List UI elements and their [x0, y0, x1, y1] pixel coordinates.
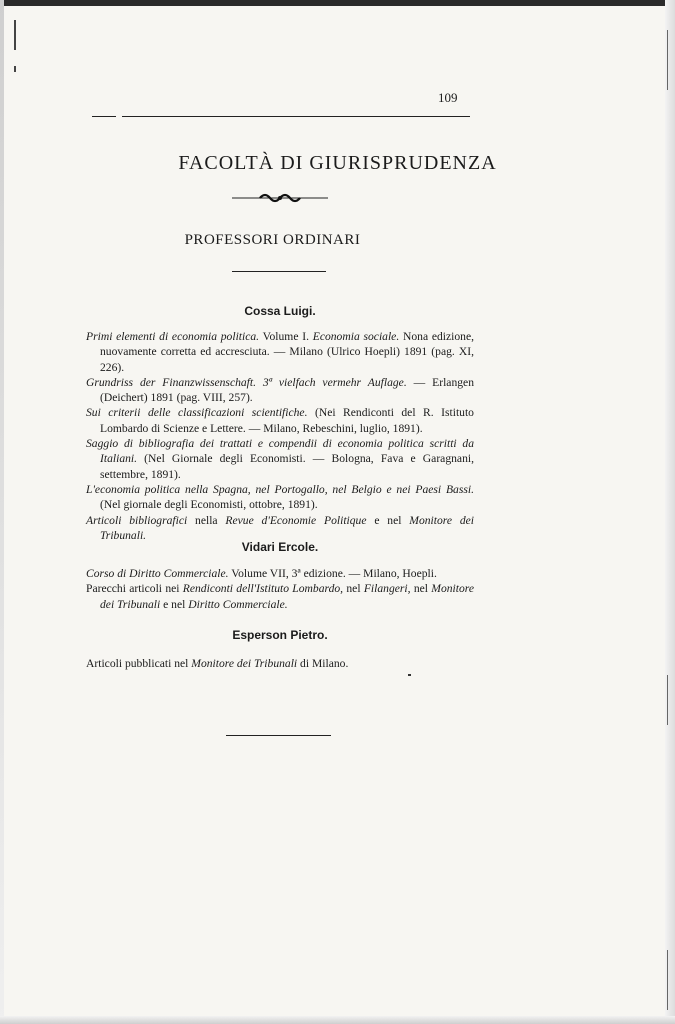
- entry-title-text: Grundriss der Finanzwissenschaft. 3ª vielfach vermehr Auflage.: [86, 375, 407, 389]
- professor-name: Vidari Ercole.: [241, 540, 319, 554]
- scan-mark: [14, 66, 16, 72]
- entry-text: — Erlangen (Deichert) 1891 (pag. VIII, 257).: [100, 375, 474, 405]
- entry-title-text: Corso di Diritto Commerciale.: [86, 567, 229, 580]
- professor-entries: [86, 329, 474, 543]
- entry-text: nel: [343, 582, 364, 596]
- entry-title-text: Sui criterii delle classificazioni scientifiche.: [86, 406, 308, 420]
- bibliography-entry: [86, 436, 474, 482]
- scan-mark: [14, 20, 16, 50]
- entry-title-text: Articoli bibliografici: [86, 513, 188, 527]
- professor-entries: [86, 566, 474, 612]
- ornament-divider: [232, 192, 328, 204]
- entry-text: nel: [410, 582, 432, 596]
- entry-text: Nona edizione, nuovamente corretta ed accresciuta. — Milano (Ulrico Hoepli) 1891 (pag. XI, 226).: [100, 330, 475, 374]
- end-rule: [226, 735, 331, 736]
- header-rule: [122, 116, 302, 117]
- bibliography-entry: [86, 566, 474, 581]
- scan-edge-top: [0, 0, 675, 6]
- entry-title-text: Revue d'Economie Politique: [225, 513, 367, 527]
- bibliography-entry: [86, 656, 474, 671]
- header-rule: [300, 116, 470, 117]
- entry-title-text: Monitore dei Tribunali: [100, 582, 475, 611]
- professor-entries: [86, 656, 474, 671]
- bibliography-entry: [86, 329, 474, 375]
- scan-mark: [667, 30, 668, 90]
- entry-title-text: Monitore dei Tribunali.: [100, 513, 475, 542]
- entry-title-text: Saggio di bibliografia dei trattati e compendii di economia politica scritti da Italiani.: [86, 437, 474, 466]
- entry-text: Parecchi articoli nei: [86, 582, 183, 596]
- entry-title-text: Filangeri,: [363, 582, 411, 596]
- entry-title-text: Primi elementi di economia politica.: [86, 330, 260, 343]
- entry-text: di Milano.: [297, 657, 349, 670]
- scan-mark: [667, 950, 668, 1010]
- section-rule: [232, 271, 326, 272]
- entry-text: nella: [187, 513, 226, 527]
- scan-mark: [667, 675, 668, 725]
- bibliography-entry: [86, 375, 474, 406]
- page-number: 109: [438, 90, 458, 105]
- header-rule: [92, 116, 116, 117]
- entry-text: Volume I.: [259, 330, 313, 343]
- entry-text: (Nei Rendiconti del R. Istituto Lombardo di Scienze e Lettere. — Milano, Rebeschini, luglio, 1891).: [100, 406, 474, 435]
- scan-edge-bottom: [0, 1016, 675, 1024]
- entry-title-text: Rendiconti dell'Istituto Lombardo,: [182, 582, 344, 596]
- bibliography-entry: [86, 405, 474, 436]
- entry-title-text: L'economia politica nella Spagna, nel Portogallo, nel Belgio e nei Paesi Bassi.: [86, 482, 474, 496]
- entry-text: Articoli pubblicati nel: [86, 657, 192, 670]
- bibliography-entry: [86, 513, 474, 544]
- entry-text: e nel: [160, 597, 189, 611]
- professor-name: Esperson Pietro.: [232, 628, 328, 642]
- entry-title-text: Economia sociale.: [312, 330, 400, 343]
- section-heading: PROFESSORI ORDINARI: [184, 232, 361, 248]
- bibliography-entry: [86, 581, 474, 612]
- entry-title-text: Monitore dei Tribunali: [191, 657, 298, 670]
- entry-text: Volume VII, 3ª edizione. — Milano, Hoepli.: [228, 567, 437, 580]
- entry-title-text: Diritto Commerciale.: [188, 597, 288, 611]
- ink-speck: [408, 674, 411, 676]
- professor-name: Cossa Luigi.: [244, 304, 316, 318]
- entry-text: e nel: [366, 513, 410, 527]
- page-title: FACOLTÀ DI GIURISPRUDENZA: [178, 152, 497, 174]
- entry-text: (Nel giornale degli Economisti, ottobre, 1891).: [100, 498, 318, 512]
- entry-text: (Nel Giornale degli Economisti. — Bologna, Fava e Garagnani, settembre, 1891).: [100, 452, 474, 481]
- bibliography-entry: [86, 482, 474, 513]
